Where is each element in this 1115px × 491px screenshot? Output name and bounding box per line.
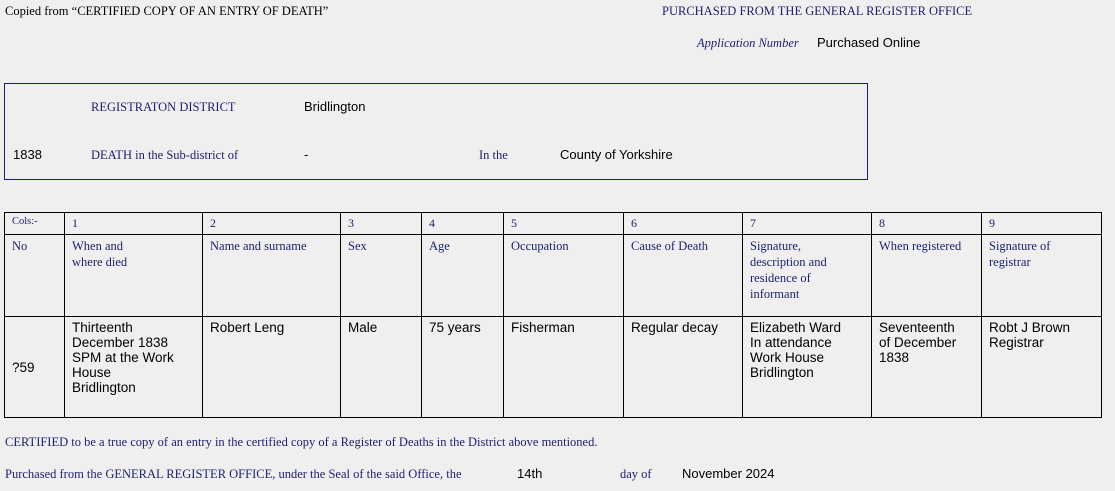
subdistrict-value: - (304, 147, 309, 162)
purchase-month-year-value: November 2024 (682, 466, 775, 481)
district-box (4, 83, 868, 180)
entry-sex (341, 317, 422, 418)
registration-district-value: Bridlington (304, 99, 366, 114)
death-register-table (4, 212, 1102, 418)
cell-line: Regular decay (631, 320, 719, 335)
table-row (5, 317, 1102, 418)
application-number-label: Application Number (697, 36, 799, 50)
header-registrar-signature (982, 235, 1102, 317)
cell-line: No (12, 239, 28, 253)
column-number-row (5, 213, 1102, 235)
header-when-registered (872, 235, 982, 317)
cell-line: In attendance (750, 335, 832, 350)
entry-number (5, 317, 65, 418)
cols-label: Cols:- (5, 213, 65, 235)
column-header-row (5, 235, 1102, 317)
entry-occupation (504, 317, 624, 418)
header-age (422, 235, 504, 317)
column-number: 9 (982, 213, 1102, 235)
cell-line: Signature, (750, 239, 802, 253)
cell-line: 1838 (879, 350, 910, 365)
cell-line: Elizabeth Ward (750, 320, 842, 335)
cell-line: When and (72, 239, 124, 253)
cell-line: where died (72, 255, 128, 269)
header-no (5, 235, 65, 317)
cell-line: Seventeenth (879, 320, 955, 335)
cell-line: Signature of (989, 239, 1051, 253)
entry-name (203, 317, 341, 418)
subdistrict-label: DEATH in the Sub-district of (91, 148, 239, 162)
header-occupation (504, 235, 624, 317)
column-number: 7 (743, 213, 872, 235)
header-informant (743, 235, 872, 317)
column-number: 5 (504, 213, 624, 235)
header-when-where-died (65, 235, 203, 317)
entry-when-where-died (65, 317, 203, 418)
copied-from-heading: Copied from “CERTIFIED COPY OF AN ENTRY OF DEATH” (5, 4, 329, 18)
cell-line: Work House (750, 350, 825, 365)
cell-line: residence of (750, 271, 811, 285)
cell-line: Sex (348, 239, 367, 253)
header-sex (341, 235, 422, 317)
day-of-label: day of (620, 467, 652, 481)
entry-registrar-signature (982, 317, 1102, 418)
cell-line: informant (750, 287, 800, 301)
cell-line: Cause of Death (631, 239, 709, 253)
header-name-surname (203, 235, 341, 317)
purchased-statement: Purchased from the GENERAL REGISTER OFFICE, under the Seal of the said Office, the (5, 467, 462, 481)
entry-year: 1838 (13, 147, 42, 162)
county-value: County of Yorkshire (560, 147, 673, 162)
cell-line: House (72, 365, 112, 380)
registration-district-label: REGISTRATON DISTRICT (91, 100, 236, 114)
column-number: 4 (422, 213, 504, 235)
entry-informant (743, 317, 872, 418)
purchased-from-heading: PURCHASED FROM THE GENERAL REGISTER OFFICE (662, 4, 973, 18)
cell-line: Name and surname (210, 239, 307, 253)
cell-line: 75 years (429, 320, 481, 335)
cell-line: Robert Leng (210, 320, 285, 335)
header-cause-of-death (624, 235, 743, 317)
entry-when-registered (872, 317, 982, 418)
column-number: 1 (65, 213, 203, 235)
entry-cause-of-death (624, 317, 743, 418)
cell-line: Registrar (989, 335, 1044, 350)
cell-line: When registered (879, 239, 962, 253)
in-the-label: In the (479, 148, 508, 162)
column-number: 3 (341, 213, 422, 235)
column-number: 8 (872, 213, 982, 235)
cell-line: of December (879, 335, 957, 350)
cell-line: December 1838 (72, 335, 169, 350)
entry-age (422, 317, 504, 418)
certified-statement: CERTIFIED to be a true copy of an entry in the certified copy of a Register of Deaths in the District above mentioned. (5, 435, 598, 449)
cell-line: SPM at the Work (72, 350, 174, 365)
cell-line: description and (750, 255, 827, 269)
cell-line: Occupation (511, 239, 569, 253)
cell-line: Male (348, 320, 378, 335)
cell-line: registrar (989, 255, 1031, 269)
cell-line: ?59 (12, 359, 35, 375)
cell-line: Bridlington (72, 380, 136, 395)
cell-line: Thirteenth (72, 320, 133, 335)
cell-line: Robt J Brown (989, 320, 1071, 335)
application-number-value: Purchased Online (817, 35, 921, 50)
purchase-day-value: 14th (517, 466, 543, 481)
cell-line: Bridlington (750, 365, 814, 380)
cell-line: Fisherman (511, 320, 575, 335)
column-number: 2 (203, 213, 341, 235)
cell-line: Age (429, 239, 450, 253)
column-number: 6 (624, 213, 743, 235)
